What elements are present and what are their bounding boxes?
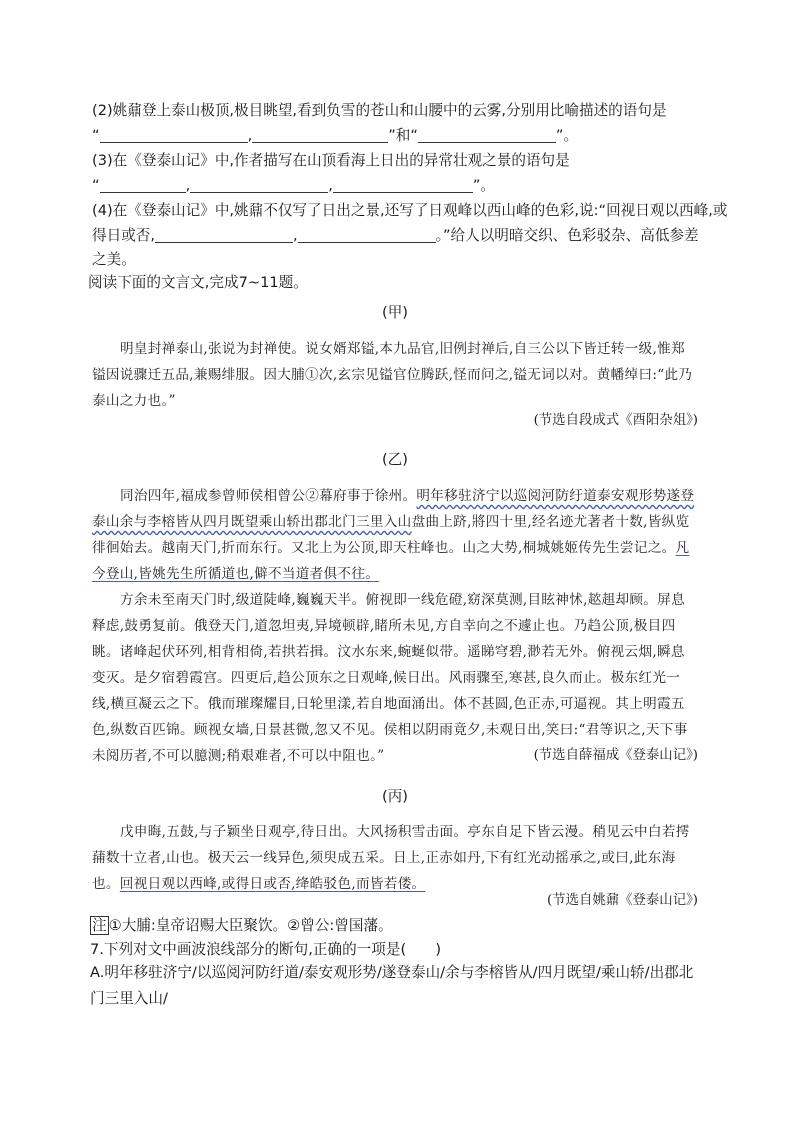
bing-line-2: 蒱数十立者,山也。极天云一线异色,须臾成五采。日上,正赤如丹,下有红光动摇承之,或曰,此东海 — [92, 850, 676, 866]
footnote: 注 ①大脯:皇帝诏赐大臣聚饮。②曾公:曾国藩。 — [92, 917, 393, 934]
jia-line-1: 明皇封禅泰山,张说为封禅使。说女婿郑镒,本九品官,旧例封禅后,自三公以下皆迁转一级,惟郑 — [120, 341, 685, 357]
answer-blank[interactable] — [100, 177, 186, 193]
section-heading-jia: (甲) — [382, 304, 408, 321]
underlined-text: 今登山,皆姚先生所循道也,僻不当道者俱不往。 — [92, 566, 380, 582]
answer-blank[interactable] — [155, 227, 293, 243]
yi-p1-line-2: 泰山余与李榕皆从四月既望乘山轿出郡北门三里入山盘曲上跻,將四十里,经名迹尤著者十数,皆纵览 — [92, 514, 690, 530]
answer-blank[interactable] — [252, 127, 388, 143]
answer-blank[interactable] — [100, 127, 248, 143]
q2-line2: “ , ”和“ ”。 — [92, 127, 579, 144]
wavy-underlined-text: 明年移驻济宁以巡阅河防纡道泰安观形势遂登 — [416, 488, 695, 504]
q7-option-a[interactable]: A.明年移驻济宁/以巡阅河防纡道/泰安观形势/遂登泰山/余与李榕皆从/四月既望/乘山轿/出郡北门三里入山/ — [90, 964, 694, 1007]
jia-line-3: 泰山之力也。” — [92, 393, 176, 409]
answer-blank[interactable] — [298, 227, 436, 243]
reading-intro: 阅读下面的文言文,完成7~11题。 — [88, 274, 308, 291]
answer-blank[interactable] — [333, 177, 473, 193]
yi-p2-line-1: 方余未至南天门时,级道陡峰,巍巍天半。俯视即一线危磴,窈深莫测,目眩神怵,趑趄却顾。屏息 — [120, 592, 685, 608]
yi-p2-line-3: 眺。诸峰起伏环列,相背相倚,若拱若揖。汶水东来,蜿蜒似带。遥睇穹碧,渺若无外。俯视云烟,瞬息 — [92, 644, 685, 660]
bing-line-1: 戊申晦,五鼓,与子颖坐日观亭,待日出。大风扬积雪击面。亭东自足下皆云漫。稍见云中白若摴 — [120, 824, 690, 840]
yi-p1-line-1: 同治四年,福成参曾师侯相曾公②幕府事于徐州。明年移驻济宁以巡阅河防纡道泰安观形势遂登 — [120, 488, 695, 504]
q2-line1: (2)姚鼐登上泰山极顶,极目眺望,看到负雪的苍山和山腰中的云雾,分别用比喻描述的语句是 — [92, 102, 667, 119]
q3-line1: (3)在《登泰山记》中,作者描写在山顶看海上日出的异常壮观之景的语句是 — [92, 152, 570, 169]
yi-p2-line-5: 线,横亘凝云之下。俄而璀璨耀目,日轮里漾,若自地面涌出。体不甚圆,色正赤,可逼视。其上明霞五 — [92, 696, 685, 712]
yi-p2-line-2: 释虑,鼓勇复前。俄登天门,道忽坦夷,异境顿辟,睹所未见,方自幸向之不遽止也。乃趋公顶,极目四 — [92, 618, 676, 634]
yi-p2-line-4: 变灭。是夕宿碧霞宫。四更后,趋公顶东之日观峰,候日出。风雨骤至,寒甚,良久而止。极东红光一 — [92, 670, 681, 686]
yi-source: (节选自薛福成《登泰山记》) — [533, 748, 698, 763]
yi-p1-line-3: 徘徊始去。越南天门,折而东行。又北上为公顶,即天柱峰也。山之大势,桐城姚姬传先生尝记之。凡 — [92, 540, 690, 556]
answer-blank[interactable] — [418, 127, 556, 143]
q4-line2: 得日或否, , 。”给人以明暗交织、色彩驳杂、高低参差 — [92, 227, 699, 244]
jia-line-2: 镒因说骤迁五品,兼赐绯服。因大脯①次,玄宗见镒官位腾跃,怪而问之,镒无词以对。黄幡绰曰:“此乃 — [92, 367, 693, 383]
yi-p1-line-4 — [92, 561, 698, 588]
underlined-text: 凡 — [675, 540, 690, 556]
bing-source: (节选自姚鼐《登泰山记》) — [546, 893, 698, 908]
q3-line2: “ , , ”。 — [92, 177, 495, 194]
yi-p2-line-6: 色,纵数百匹锦。顾视女墙,日景甚微,忽又不见。侯相以阴雨竟夕,未观日出,笑曰:“君等识之,天下事 — [92, 722, 688, 738]
bing-line-3: 也。回视日观以西峰,或得日或否,绛皓驳色,而皆若偻。 — [92, 876, 426, 892]
jia-source: (节选自段成式《酉阳杂俎》) — [533, 413, 698, 428]
q4-line3: 之美。 — [92, 251, 136, 268]
answer-blank[interactable] — [190, 177, 328, 193]
yi-p2-line-7: 未阅历者,不可以臆测;稍艰难者,不可以中阻也。” — [92, 748, 385, 764]
q4-line1: (4)在《登泰山记》中,姚鼐不仅写了日出之景,还写了日观峰以西山峰的色彩,说:“回视日观以西峰,或 — [92, 202, 728, 219]
wavy-underlined-text: 泰山余与李榕皆从四月既望乘山轿出郡北门三里入山 — [92, 514, 412, 530]
section-heading-bing: (丙) — [382, 788, 408, 805]
section-heading-yi: (乙) — [382, 451, 408, 468]
q7-stem: 7.下列对文中画波浪线部分的断句,正确的一项是( ) — [90, 941, 442, 958]
note-tag: 注 — [92, 917, 107, 934]
underlined-text: 回视日观以西峰,或得日或否,绛皓驳色,而皆若偻。 — [119, 876, 426, 892]
